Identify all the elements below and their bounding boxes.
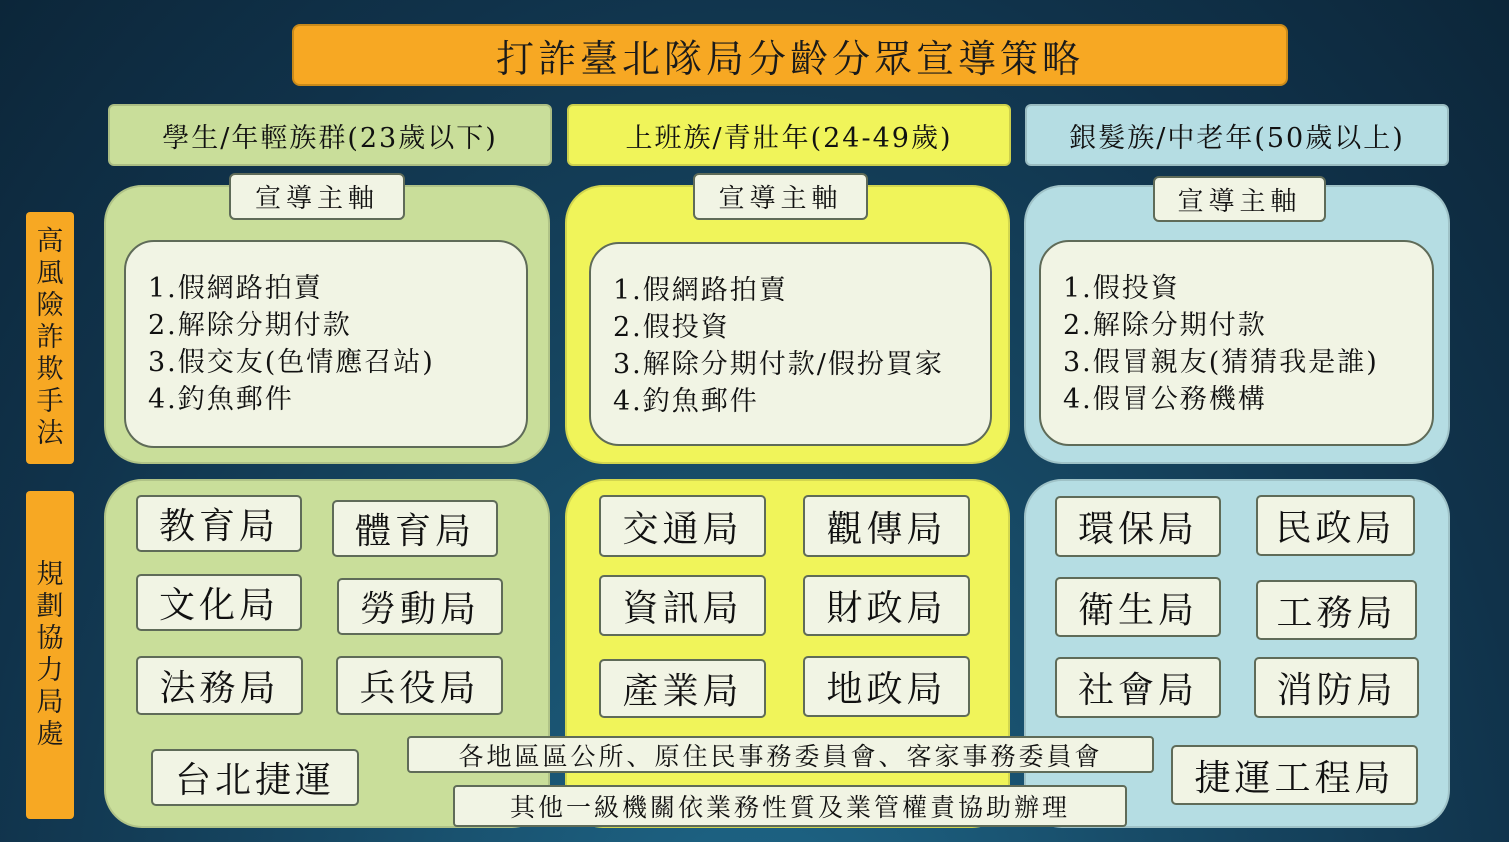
list-item: 1.假網路拍賣 (148, 273, 323, 304)
bureau-social-welfare: 社會局 (1055, 657, 1221, 718)
tag-focus-worker: 宣導主軸 (693, 173, 868, 220)
fraud-list-senior (1039, 240, 1434, 446)
bureau-culture: 文化局 (136, 574, 302, 631)
bureau-information: 資訊局 (599, 575, 766, 636)
note-other-agencies: 其他一級機關依業務性質及業管權責協助辦理 (453, 785, 1127, 827)
bureau-fire: 消防局 (1254, 657, 1419, 718)
list-item: 2.假投資 (613, 312, 730, 343)
fraud-list-worker (589, 242, 992, 446)
tag-focus-student: 宣導主軸 (229, 173, 405, 220)
tag-focus-senior: 宣導主軸 (1153, 176, 1326, 222)
fraud-list-student (124, 240, 528, 448)
bureau-labor: 勞動局 (337, 578, 503, 635)
list-item: 4.釣魚郵件 (613, 386, 759, 417)
page-title: 打詐臺北隊局分齡分眾宣導策略 (292, 24, 1288, 86)
list-item: 1.假投資 (1063, 273, 1180, 304)
bureau-legal: 法務局 (136, 656, 303, 715)
group-header-worker: 上班族/青壯年(24-49歲) (567, 104, 1011, 166)
bureau-land-administration: 地政局 (803, 656, 970, 717)
list-item: 3.假交友(色情應召站) (148, 347, 435, 378)
note-district-offices: 各地區區公所、原住民事務委員會、客家事務委員會 (407, 736, 1154, 773)
list-item: 3.假冒親友(猜猜我是誰) (1063, 347, 1379, 378)
bureau-health: 衛生局 (1055, 577, 1221, 637)
bureau-military-service: 兵役局 (336, 656, 503, 715)
group-header-student: 學生/年輕族群(23歲以下) (108, 104, 552, 166)
bureau-transportation: 交通局 (599, 495, 766, 557)
bureau-tourism: 觀傳局 (803, 495, 970, 557)
list-item: 3.解除分期付款/假扮買家 (613, 349, 944, 380)
list-item: 2.解除分期付款 (148, 310, 352, 341)
list-item: 1.假網路拍賣 (613, 275, 788, 306)
bureau-education: 教育局 (136, 495, 302, 552)
group-header-senior: 銀髮族/中老年(50歲以上) (1025, 104, 1449, 166)
list-item: 4.假冒公務機構 (1063, 384, 1267, 415)
list-item: 4.釣魚郵件 (148, 384, 294, 415)
bureau-economic-development: 產業局 (599, 659, 766, 718)
bureau-taipei-metro: 台北捷運 (151, 749, 359, 806)
side-label-high-risk: 高 風 險 詐 欺 手 法 (26, 212, 74, 464)
bureau-finance: 財政局 (803, 575, 970, 636)
bureau-public-works: 工務局 (1256, 580, 1417, 640)
bureau-civil-affairs: 民政局 (1256, 495, 1415, 556)
bureau-environmental: 環保局 (1055, 496, 1221, 557)
list-item: 2.解除分期付款 (1063, 310, 1267, 341)
side-label-bureaus: 規 劃 協 力 局 處 (26, 491, 74, 819)
bureau-metro-construction: 捷運工程局 (1171, 745, 1418, 805)
bureau-sports: 體育局 (332, 500, 498, 557)
